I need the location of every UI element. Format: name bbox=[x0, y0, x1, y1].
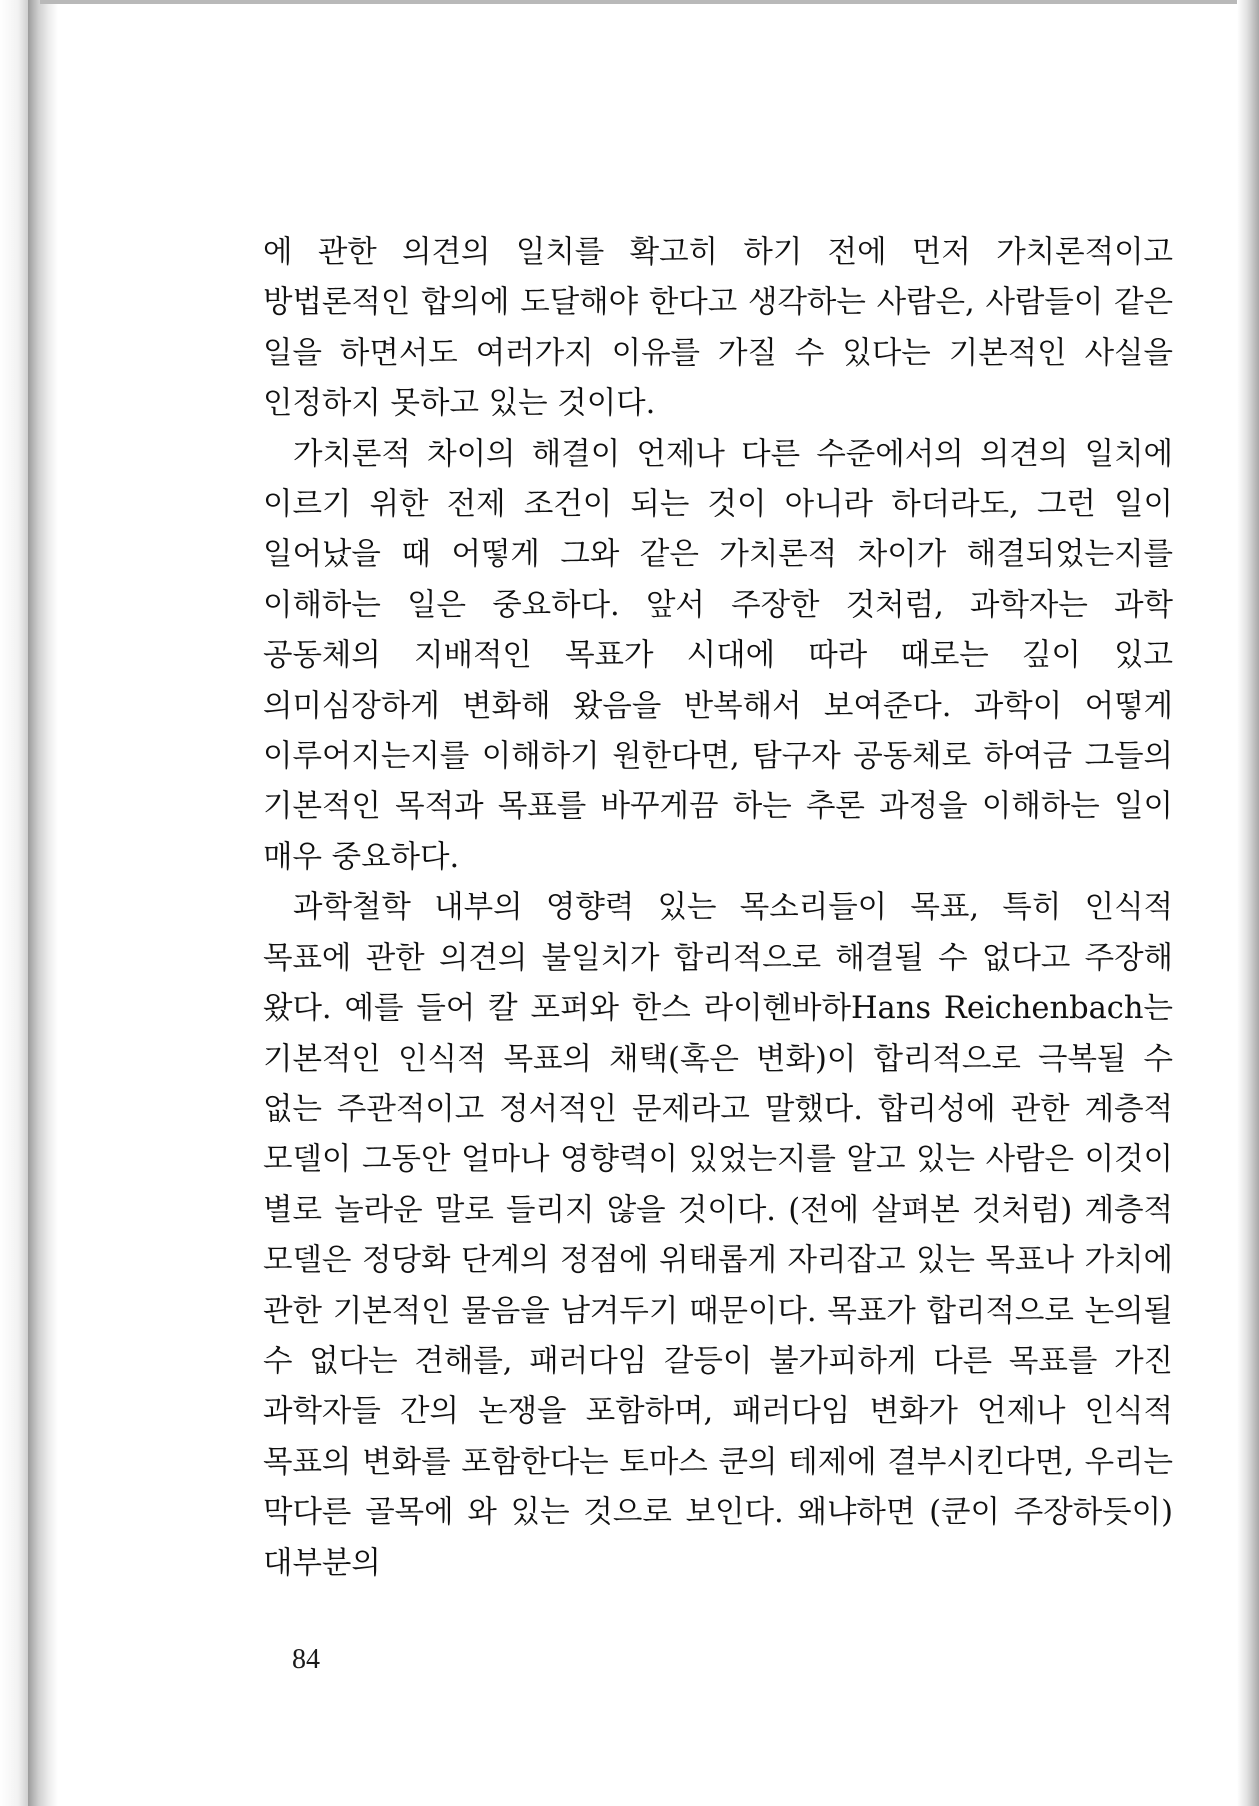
paragraph-1: 에 관한 의견의 일치를 확고히 하기 전에 먼저 가치론적이고 방법론적인 합의에 도달해야 한다고 생각하는 사람은, 사람들이 같은 일을 하면서도 여러가지 이유를 가질 수 있다는 기본적인 사실을 인정하지 못하고 있는 것이다. bbox=[263, 235, 1173, 422]
page-number: 84 bbox=[292, 1644, 320, 1675]
book-spine-shadow bbox=[28, 0, 58, 1806]
scan-left-outer-edge bbox=[0, 0, 30, 1806]
paragraph-3: 과학철학 내부의 영향력 있는 목소리들이 목표, 특히 인식적 목표에 관한 의견의 불일치가 합리적으로 해결될 수 없다고 주장해 왔다. 예를 들어 칼 포퍼와 한스 라이헨바하Hans Reichenbach는 기본적인 인식적 목표의 채택(혹은 변화)이 합리적으로 극복될 수 없는 주관적이고 정서적인 문제라고 말했다. 합리성에 관한 계층적 모델이 그동안 얼마나 영향력이 있었는지를 알고 있는 사람은 이것이 별로 놀라운 말로 들리지 않을 것이다. (전에 살펴본 것처럼) 계층적 모델은 정당화 단계의 정점에 위태롭게 자리잡고 있는 목표나 가치에 관한 기본적인 물음을 남겨두기 때문이다. 목표가 합리적으로 논의될 수 없다는 견해를, 패러다임 갈등이 불가피하게 다른 목표를 가진 과학자들 간의 논쟁을 포함하며, 패러다임 변화가 언제나 인식적 목표의 변화를 포함한다는 토마스 쿤의 테제에 결부시킨다면, 우리는 막다른 골목에 와 있는 것으로 보인다. 왜냐하면 (쿤이 주장하듯이) 대부분의 bbox=[263, 890, 1173, 1581]
book-page bbox=[58, 4, 1234, 1806]
page-body-text bbox=[263, 228, 1173, 1589]
scan-right-edge bbox=[1237, 0, 1259, 1806]
paragraph-2: 가치론적 차이의 해결이 언제나 다른 수준에서의 의견의 일치에 이르기 위한 전제 조건이 되는 것이 아니라 하더라도, 그런 일이 일어났을 때 어떻게 그와 같은 가치론적 차이가 해결되었는지를 이해하는 일은 중요하다. 앞서 주장한 것처럼, 과학자는 과학 공동체의 지배적인 목표가 시대에 따라 때로는 깊이 있고 의미심장하게 변화해 왔음을 반복해서 보여준다. 과학이 어떻게 이루어지는지를 이해하기 원한다면, 탐구자 공동체로 하여금 그들의 기본적인 목적과 목표를 바꾸게끔 하는 추론 과정을 이해하는 일이 매우 중요하다. bbox=[263, 436, 1173, 875]
